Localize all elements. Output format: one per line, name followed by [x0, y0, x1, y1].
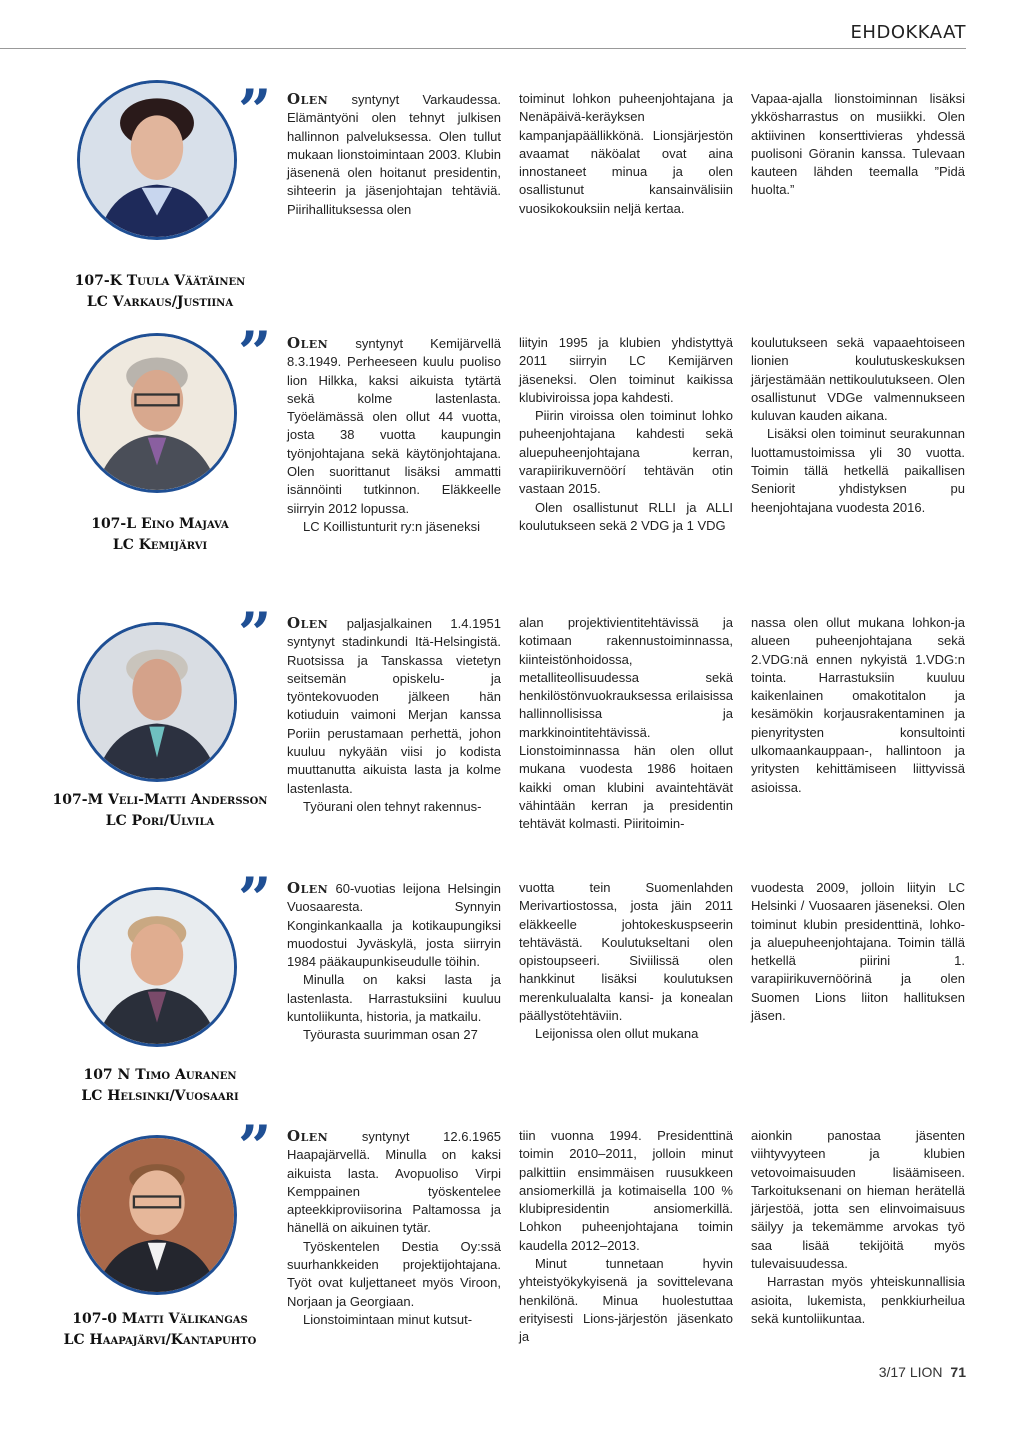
bio-paragraph: liityin 1995 ja klubien yhdistyttyä 2011 siirryin LC Kemijärven jäseneksi. Olen toiminut kaikissa klubiviroissa jopa kahdesti. [519, 335, 733, 405]
candidate-caption [40, 790, 280, 832]
bio-paragraph: vuodesta 2009, jolloin liityin LC Helsinki / Vuosaaren jäseneksi. Olen toiminut klubin presidenttinä, lohko- ja aluepuheenjohtajana. Toimin tällä hetkellä piirini 1. varapiirikuvernöörinä ja olen Suomen Lions liiton hallituksen jäsen. [751, 880, 965, 1024]
lead-word: Olen [287, 879, 329, 897]
candidate-club: LC Kemijärvi [112, 537, 208, 553]
bio-paragraph: syntynyt 12.6.1965 Haapajärvellä. Minulla on kaksi aikuista lasta. Avopuoliso Virpi Kemppainen työskentelee apteekkiproviisorina Paltamossa ja hänellä on aikuinen tytär. [287, 1129, 501, 1236]
lead-word: Olen [287, 614, 329, 632]
bio-paragraph: toiminut lohkon puheenjohtajana ja Nenäpäivä-keräyksen kampanjapäällikkönä. Lionsjärjestön avaamat näköalat ovat aina innostaneet minua ja olen osallistunut kansainvälisiin vuosikokouksiin neljä kertaa. [519, 91, 733, 216]
bio-column-2 [519, 614, 733, 834]
bio-paragraph: tiin vuonna 1994. Presidenttinä toimin 2010–2011, jolloin minut palkittiin ensimmäisen ruusukkeen ansiomerkillä ja kotimaisella 100 % klubipresidentin ansiomerkillä. Lohkon puheenjohtajana toimin kaudella 2012–2013. [519, 1128, 733, 1253]
candidate-caption [40, 514, 280, 556]
candidate-name: 107-M Veli-Matti Andersson [52, 792, 268, 808]
section-label: EHDOKKAAT [850, 22, 966, 43]
bio-column-1 [287, 614, 501, 816]
bio-paragraph: nassa olen ollut mukana lohkon-ja alueen puheenjohtajana sekä 2.VDG:nä ennen nykyistä 1.VDG:n tointa. Harrastuksiin kuuluu kaikenlainen omakotitalon ja kesämökin korjausrakentaminen ja pienyritysten konsultointi ulkomaankauppaan-, hallintoon ja yritysten kehittämiseen liittyvissä asioissa. [751, 615, 965, 795]
quote-mark-icon: ” [238, 319, 272, 387]
candidate-name: 107 N Timo Auranen [83, 1067, 237, 1083]
bio-column-2 [519, 879, 733, 1044]
bio-column-3 [751, 614, 965, 797]
bio-column-2 [519, 334, 733, 535]
bio-paragraph: syntynyt Varkaudessa. Elämäntyöni olen tehnyt julkisen hallinnon palveluksessa. Olen tullut mukaan lionstoimintaan 2003. Klubin jäsenenä olen hoitanut presidentin, sihteerin ja jäsenjohtajan tehtäviä. Piirihallituksessa olen [287, 92, 501, 217]
bio-paragraph: paljasjalkainen 1.4.1951 syntynyt stadinkundi Itä-Helsingistä. Ruotsissa ja Tanskassa vietetyn seitsemän opiskelu- ja työntekovuoden jälkeen hän kotiuduin vaimoni Merjan kanssa Poriin perustamaan perhettä, johon kuuluu nykyään viisi jo kodista muuttanutta aikuista lasta ja kolme lastenlasta. [287, 616, 501, 796]
candidate-caption [40, 271, 280, 313]
bio-paragraph: Vapaa-ajalla lionstoiminnan lisäksi ykkösharrastus on musiikki. Olen aktiivinen konserttivieras yhdessä puolisoni Göranin kanssa. Tulevaan kauteen lähden teemalla ”Pidä huolta.” [751, 91, 965, 198]
bio-column-3 [751, 334, 965, 517]
bio-column-3 [751, 1127, 965, 1328]
quote-mark-icon: ” [238, 1113, 272, 1181]
bio-paragraph: LC Koillistunturit ry:n jäseneksi [303, 518, 481, 534]
bio-column-3 [751, 879, 965, 1025]
bio-column-3 [751, 90, 965, 200]
bio-column-2 [519, 90, 733, 218]
candidate-name: 107-K Tuula Väätäinen [74, 273, 246, 289]
candidate-club: LC Pori/Ulvila [105, 813, 215, 829]
portrait-photo [77, 80, 237, 240]
candidate-club: LC Varkaus/Justiina [86, 294, 234, 310]
lead-word: Olen [287, 1127, 329, 1145]
candidate-caption [40, 1309, 280, 1351]
magazine-name: LION [909, 1364, 943, 1380]
bio-paragraph: Piirin viroissa olen toiminut lohko puheenjohtajana kahdesti sekä aluepuheenjohtajana kerran, varapiirikuvernöörí tehtävän otin vastaan 2015. [519, 408, 733, 497]
portrait-photo [77, 333, 237, 493]
bio-paragraph: koulutukseen sekä vapaaehtoiseen lionien koulutuskeskuksen järjestämään nettikoulutukseen. Olen osallistunut VDGe valmennukseen kuluvan kauden aikana. [751, 335, 965, 424]
bio-column-2 [519, 1127, 733, 1347]
bio-paragraph: aionkin panostaa jäsenten viihtyvyyteen ja klubien vetovoimaisuuden lisäämiseen. Tarkoituksenani on hieman herätellä järjestöä, jotta sen elinvoimaisuus säilyy ja tekemämme arvokas työ saa lisää tekijöitä myös tulevaisuudessa. [751, 1128, 965, 1272]
bio-paragraph: Olen osallistunut RLLI ja ALLI koulutukseen sekä 2 VDG ja 1 VDG [519, 499, 733, 533]
issue-number: 3/17 [878, 1364, 906, 1380]
candidate-caption [40, 1065, 280, 1107]
bio-paragraph: Leijonissa olen ollut mukana [535, 1026, 699, 1042]
header-divider [0, 48, 966, 49]
quote-mark-icon: ” [238, 77, 272, 145]
bio-paragraph: Minulla on kaksi lasta ja lastenlasta. Harrastuksiini kuuluu kuntoliikunta, historia, ja matkailu. [287, 972, 501, 1025]
bio-paragraph: Työurani olen tehnyt rakennus- [303, 798, 482, 814]
bio-paragraph: Harrastan myös yhteiskunnallisia asioita, lukemista, penkkiurheilua sekä kuntoliikuntaa. [751, 1274, 965, 1326]
bio-column-1 [287, 334, 501, 536]
bio-paragraph: Työurasta suurimman osan 27 [303, 1027, 478, 1043]
candidate-name: 107-0 Matti Välikangas [72, 1311, 248, 1327]
bio-paragraph: syntynyt Kemijärvellä 8.3.1949. Perheeseen kuulu puoliso lion Hilkka, kaksi aikuista tytärtä sekä kolme lastenlasta. Työelämässä olen ollut 44 vuotta, josta 38 vuotta kaupungin työnjohtajana sekä käytönjohtajana. Olen suorittanut lisäksi ammatti isännöinti tutkinnon. Eläkkeelle siirryin 2012 lopussa. [287, 336, 501, 516]
bio-paragraph: Lisäksi olen toiminut seurakunnan luottamustoimissa yli 30 vuotta. Toimin tällä hetkellä paikallisen Seniorit yhdistyksen pu heenjohtajana vuodesta 2016. [751, 426, 965, 515]
bio-paragraph: Työskentelen Destia Oy:ssä suurhankkeiden projektijohtajana. Työt ovat kuljettaneet myös Viroon, Norjaan ja Georgiaan. [287, 1238, 501, 1309]
bio-column-1 [287, 1127, 501, 1329]
lead-word: Olen [287, 334, 329, 352]
bio-column-1 [287, 879, 501, 1045]
candidate-club: LC Helsinki/Vuosaari [81, 1088, 239, 1104]
bio-paragraph: Minut tunnetaan hyvin yhteistyökykyisenä ja sovittelevana henkilönä. Minua huolestuttaa erityisesti Lions-järjestön jäsenkato ja [519, 1256, 733, 1345]
page-footer [879, 1364, 966, 1380]
bio-paragraph: vuotta tein Suomenlahden Merivartiostossa, josta jäin 2011 eläkkeelle johtokeskuspseerin tehtävästä. Koulutukseltani olen opistoupseeri. Siviilissä olen hankkinut lisäksi koulutuksen merenkulualalta kansi- ja konealan päällystötehtäviin. [519, 880, 733, 1024]
bio-column-1 [287, 90, 501, 219]
lead-word: Olen [287, 90, 329, 108]
quote-mark-icon: ” [238, 865, 272, 933]
candidate-name: 107-L Eino Majava [91, 516, 229, 532]
candidate-club: LC Haapajärvi/Kantapuhto [63, 1332, 257, 1348]
portrait-photo [77, 887, 237, 1047]
page-number: 71 [950, 1364, 966, 1380]
bio-paragraph: Lionstoimintaan minut kutsut- [303, 1311, 473, 1327]
portrait-photo [77, 622, 237, 782]
bio-paragraph: alan projektivientitehtävissä ja kotimaan rakennustoiminnassa, kiinteistönhoidossa, metalliteollisuudessa sekä henkilöstönvuokrauksessa erilaisissa hallinnollisissa ja markkinointitehtävissä. Lionstoiminnassa hän olen ollut mukana vuodesta 1986 hoitaen kaikki oman klubini avaintehtävät vähintään kerran ja presidentin tehtävät kolmasti. Piiritoimin- [519, 615, 733, 832]
portrait-photo [77, 1135, 237, 1295]
quote-mark-icon: ” [238, 600, 272, 668]
bio-paragraph: 60-vuotias leijona Helsingin Vuosaaresta. Synnyin Konginkankaalla ja kotikaupungiksi muodostui Jyväskylä, josta siirryin 1984 pääkaupunkiseudulle töihin. [287, 881, 501, 970]
